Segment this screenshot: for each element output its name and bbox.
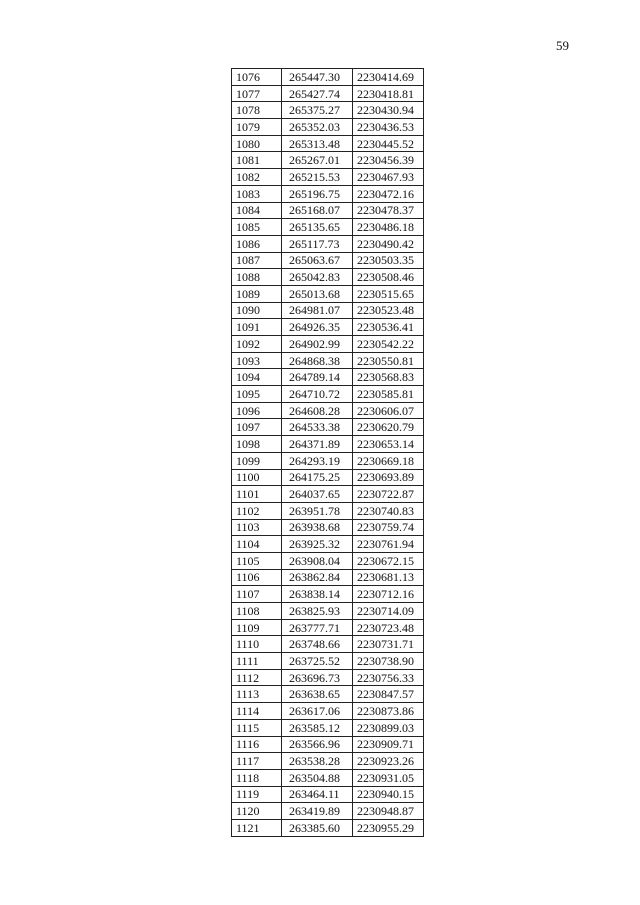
point-id-cell: 1121 — [232, 819, 282, 836]
point-id-cell: 1118 — [232, 769, 282, 786]
point-id-cell: 1104 — [232, 536, 282, 553]
x-coordinate-cell: 264608.28 — [282, 402, 353, 419]
table-row — [232, 386, 424, 403]
table-row — [232, 252, 424, 269]
y-coordinate-cell: 2230542.22 — [353, 336, 424, 353]
point-id-cell: 1083 — [232, 185, 282, 202]
point-id-cell: 1100 — [232, 469, 282, 486]
table-row — [232, 686, 424, 703]
point-id-cell: 1119 — [232, 786, 282, 803]
x-coordinate-cell: 263725.52 — [282, 653, 353, 670]
point-id-cell: 1097 — [232, 419, 282, 436]
y-coordinate-cell: 2230472.16 — [353, 185, 424, 202]
y-coordinate-cell: 2230436.53 — [353, 119, 424, 136]
y-coordinate-cell: 2230620.79 — [353, 419, 424, 436]
y-coordinate-cell: 2230490.42 — [353, 235, 424, 252]
table-row — [232, 502, 424, 519]
x-coordinate-cell: 264371.89 — [282, 436, 353, 453]
x-coordinate-cell: 265135.65 — [282, 219, 353, 236]
y-coordinate-cell: 2230536.41 — [353, 319, 424, 336]
y-coordinate-cell: 2230923.26 — [353, 753, 424, 770]
y-coordinate-cell: 2230731.71 — [353, 636, 424, 653]
y-coordinate-cell: 2230418.81 — [353, 85, 424, 102]
table-row — [232, 119, 424, 136]
point-id-cell: 1095 — [232, 386, 282, 403]
x-coordinate-cell: 265063.67 — [282, 252, 353, 269]
table-row — [232, 819, 424, 836]
point-id-cell: 1076 — [232, 69, 282, 86]
x-coordinate-cell: 265013.68 — [282, 285, 353, 302]
x-coordinate-cell: 264789.14 — [282, 369, 353, 386]
table-row — [232, 753, 424, 770]
y-coordinate-cell: 2230955.29 — [353, 819, 424, 836]
x-coordinate-cell: 263419.89 — [282, 803, 353, 820]
x-coordinate-cell: 265215.53 — [282, 169, 353, 186]
x-coordinate-cell: 263825.93 — [282, 603, 353, 620]
x-coordinate-cell: 264868.38 — [282, 352, 353, 369]
table-row — [232, 202, 424, 219]
point-id-cell: 1079 — [232, 119, 282, 136]
point-id-cell: 1103 — [232, 519, 282, 536]
table-row — [232, 235, 424, 252]
y-coordinate-cell: 2230909.71 — [353, 736, 424, 753]
point-id-cell: 1082 — [232, 169, 282, 186]
x-coordinate-cell: 263538.28 — [282, 753, 353, 770]
y-coordinate-cell: 2230430.94 — [353, 102, 424, 119]
x-coordinate-cell: 263385.60 — [282, 819, 353, 836]
table-row — [232, 653, 424, 670]
point-id-cell: 1110 — [232, 636, 282, 653]
x-coordinate-cell: 263585.12 — [282, 719, 353, 736]
y-coordinate-cell: 2230723.48 — [353, 619, 424, 636]
point-id-cell: 1084 — [232, 202, 282, 219]
point-id-cell: 1085 — [232, 219, 282, 236]
table-row — [232, 452, 424, 469]
x-coordinate-cell: 263566.96 — [282, 736, 353, 753]
point-id-cell: 1102 — [232, 502, 282, 519]
point-id-cell: 1090 — [232, 302, 282, 319]
table-row — [232, 769, 424, 786]
x-coordinate-cell: 264981.07 — [282, 302, 353, 319]
y-coordinate-cell: 2230756.33 — [353, 669, 424, 686]
table-row — [232, 536, 424, 553]
table-row — [232, 703, 424, 720]
table-row — [232, 185, 424, 202]
x-coordinate-cell: 263748.66 — [282, 636, 353, 653]
point-id-cell: 1087 — [232, 252, 282, 269]
point-id-cell: 1113 — [232, 686, 282, 703]
point-id-cell: 1092 — [232, 336, 282, 353]
x-coordinate-cell: 264175.25 — [282, 469, 353, 486]
y-coordinate-cell: 2230550.81 — [353, 352, 424, 369]
x-coordinate-cell: 263951.78 — [282, 502, 353, 519]
y-coordinate-cell: 2230467.93 — [353, 169, 424, 186]
y-coordinate-cell: 2230847.57 — [353, 686, 424, 703]
table-row — [232, 169, 424, 186]
x-coordinate-cell: 263464.11 — [282, 786, 353, 803]
y-coordinate-cell: 2230456.39 — [353, 152, 424, 169]
y-coordinate-cell: 2230693.89 — [353, 469, 424, 486]
x-coordinate-cell: 263696.73 — [282, 669, 353, 686]
table-row — [232, 85, 424, 102]
point-id-cell: 1111 — [232, 653, 282, 670]
x-coordinate-cell: 265042.83 — [282, 269, 353, 286]
table-row — [232, 402, 424, 419]
page-number: 59 — [556, 38, 569, 53]
x-coordinate-cell: 265267.01 — [282, 152, 353, 169]
table-row — [232, 719, 424, 736]
point-id-cell: 1093 — [232, 352, 282, 369]
table-row — [232, 419, 424, 436]
point-id-cell: 1078 — [232, 102, 282, 119]
y-coordinate-cell: 2230669.18 — [353, 452, 424, 469]
x-coordinate-cell: 263777.71 — [282, 619, 353, 636]
y-coordinate-cell: 2230931.05 — [353, 769, 424, 786]
x-coordinate-cell: 263838.14 — [282, 586, 353, 603]
x-coordinate-cell: 265375.27 — [282, 102, 353, 119]
y-coordinate-cell: 2230714.09 — [353, 603, 424, 620]
point-id-cell: 1112 — [232, 669, 282, 686]
x-coordinate-cell: 264293.19 — [282, 452, 353, 469]
y-coordinate-cell: 2230508.46 — [353, 269, 424, 286]
y-coordinate-cell: 2230503.35 — [353, 252, 424, 269]
table-row — [232, 786, 424, 803]
point-id-cell: 1101 — [232, 486, 282, 503]
point-id-cell: 1094 — [232, 369, 282, 386]
y-coordinate-cell: 2230740.83 — [353, 502, 424, 519]
x-coordinate-cell: 264710.72 — [282, 386, 353, 403]
table-row — [232, 803, 424, 820]
x-coordinate-cell: 265117.73 — [282, 235, 353, 252]
point-id-cell: 1089 — [232, 285, 282, 302]
x-coordinate-cell: 265447.30 — [282, 69, 353, 86]
point-id-cell: 1099 — [232, 452, 282, 469]
x-coordinate-cell: 265427.74 — [282, 85, 353, 102]
x-coordinate-cell: 263938.68 — [282, 519, 353, 536]
y-coordinate-cell: 2230672.15 — [353, 552, 424, 569]
y-coordinate-cell: 2230873.86 — [353, 703, 424, 720]
table-row — [232, 369, 424, 386]
x-coordinate-cell: 263504.88 — [282, 769, 353, 786]
y-coordinate-cell: 2230523.48 — [353, 302, 424, 319]
x-coordinate-cell: 265352.03 — [282, 119, 353, 136]
table-row — [232, 69, 424, 86]
table-row — [232, 519, 424, 536]
point-id-cell: 1098 — [232, 436, 282, 453]
y-coordinate-cell: 2230948.87 — [353, 803, 424, 820]
x-coordinate-cell: 265196.75 — [282, 185, 353, 202]
coordinates-table — [231, 68, 424, 837]
x-coordinate-cell: 264926.35 — [282, 319, 353, 336]
y-coordinate-cell: 2230940.15 — [353, 786, 424, 803]
y-coordinate-cell: 2230681.13 — [353, 569, 424, 586]
point-id-cell: 1080 — [232, 135, 282, 152]
table-row — [232, 586, 424, 603]
point-id-cell: 1086 — [232, 235, 282, 252]
x-coordinate-cell: 263638.65 — [282, 686, 353, 703]
y-coordinate-cell: 2230585.81 — [353, 386, 424, 403]
x-coordinate-cell: 264533.38 — [282, 419, 353, 436]
y-coordinate-cell: 2230515.65 — [353, 285, 424, 302]
point-id-cell: 1115 — [232, 719, 282, 736]
table-row — [232, 285, 424, 302]
y-coordinate-cell: 2230712.16 — [353, 586, 424, 603]
y-coordinate-cell: 2230486.18 — [353, 219, 424, 236]
y-coordinate-cell: 2230445.52 — [353, 135, 424, 152]
point-id-cell: 1107 — [232, 586, 282, 603]
y-coordinate-cell: 2230761.94 — [353, 536, 424, 553]
table-row — [232, 736, 424, 753]
table-row — [232, 552, 424, 569]
point-id-cell: 1116 — [232, 736, 282, 753]
x-coordinate-cell: 263908.04 — [282, 552, 353, 569]
table-row — [232, 219, 424, 236]
y-coordinate-cell: 2230759.74 — [353, 519, 424, 536]
point-id-cell: 1109 — [232, 619, 282, 636]
y-coordinate-cell: 2230722.87 — [353, 486, 424, 503]
point-id-cell: 1077 — [232, 85, 282, 102]
point-id-cell: 1091 — [232, 319, 282, 336]
x-coordinate-cell: 263862.84 — [282, 569, 353, 586]
point-id-cell: 1120 — [232, 803, 282, 820]
x-coordinate-cell: 265168.07 — [282, 202, 353, 219]
y-coordinate-cell: 2230414.69 — [353, 69, 424, 86]
y-coordinate-cell: 2230568.83 — [353, 369, 424, 386]
table-row — [232, 436, 424, 453]
y-coordinate-cell: 2230606.07 — [353, 402, 424, 419]
table-row — [232, 469, 424, 486]
table-row — [232, 486, 424, 503]
table-row — [232, 669, 424, 686]
table-row — [232, 102, 424, 119]
table-row — [232, 636, 424, 653]
y-coordinate-cell: 2230653.14 — [353, 436, 424, 453]
x-coordinate-cell: 264037.65 — [282, 486, 353, 503]
x-coordinate-cell: 265313.48 — [282, 135, 353, 152]
y-coordinate-cell: 2230478.37 — [353, 202, 424, 219]
table-row — [232, 152, 424, 169]
table-row — [232, 269, 424, 286]
point-id-cell: 1081 — [232, 152, 282, 169]
table-row — [232, 302, 424, 319]
y-coordinate-cell: 2230738.90 — [353, 653, 424, 670]
point-id-cell: 1096 — [232, 402, 282, 419]
point-id-cell: 1117 — [232, 753, 282, 770]
table-row — [232, 352, 424, 369]
table-row — [232, 619, 424, 636]
point-id-cell: 1108 — [232, 603, 282, 620]
coordinates-table-body — [232, 69, 424, 837]
y-coordinate-cell: 2230899.03 — [353, 719, 424, 736]
table-row — [232, 336, 424, 353]
point-id-cell: 1105 — [232, 552, 282, 569]
point-id-cell: 1114 — [232, 703, 282, 720]
table-row — [232, 569, 424, 586]
x-coordinate-cell: 263617.06 — [282, 703, 353, 720]
x-coordinate-cell: 264902.99 — [282, 336, 353, 353]
point-id-cell: 1106 — [232, 569, 282, 586]
table-row — [232, 319, 424, 336]
table-row — [232, 603, 424, 620]
point-id-cell: 1088 — [232, 269, 282, 286]
table-row — [232, 135, 424, 152]
x-coordinate-cell: 263925.32 — [282, 536, 353, 553]
